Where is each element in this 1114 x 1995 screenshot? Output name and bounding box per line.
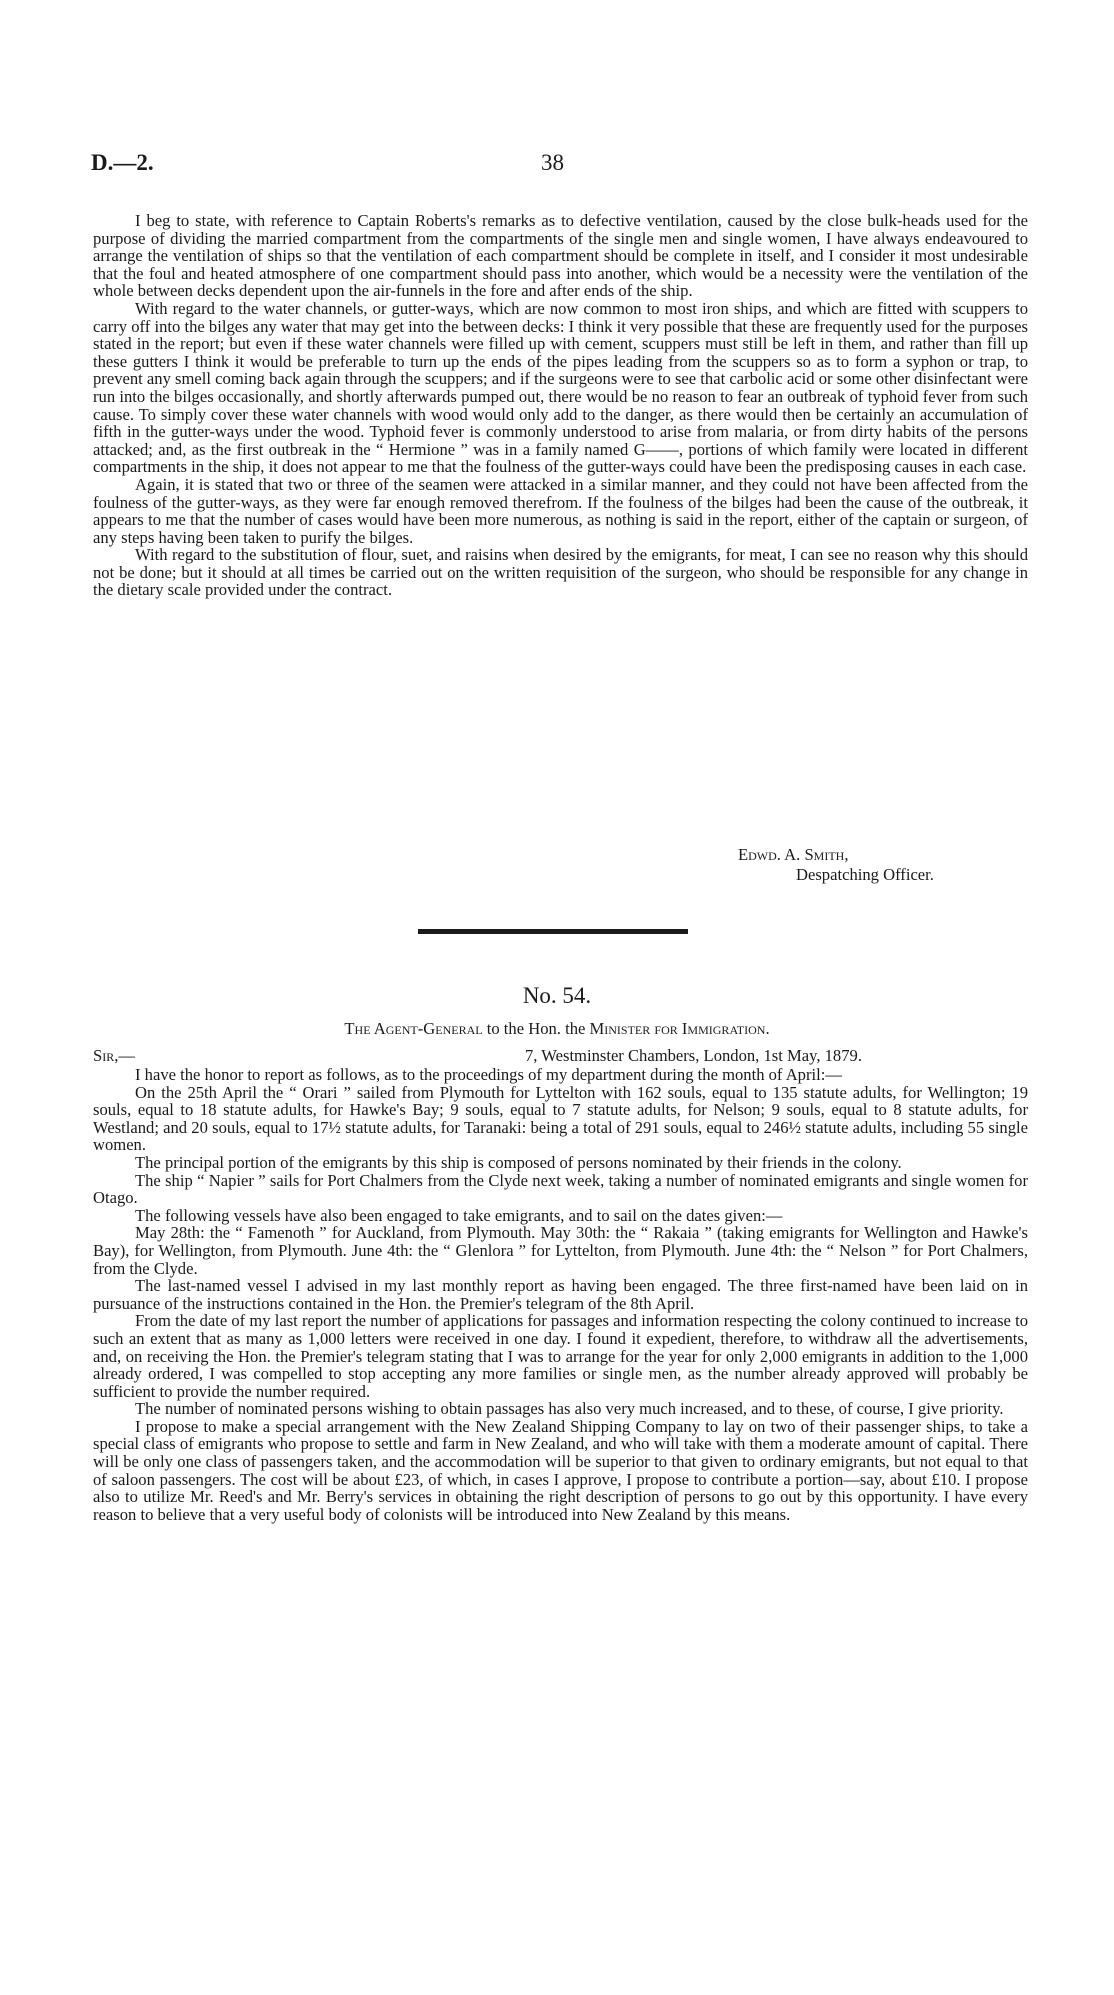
paragraph: From the date of my last report the number of applications for passages and information respecting the colony continued to increase to such an extent that as many as 1,000 letters were received in one day. I found it expedient, therefore, to withdraw all the advertisements, and, on receiving the Hon. the Premier's telegram stating that I was to arrange for the year for only 2,000 emigrants in addition to the 1,000 already ordered, I was compelled to stop accepting any more families or single men, as the number already approved will probably be sufficient to provide the number required. — [93, 1311, 1028, 1401]
paragraph: The principal portion of the emigrants by this ship is composed of persons nominated by their friends in the colony. — [135, 1152, 902, 1172]
signature-name: Edwd. A. Smith, — [738, 845, 849, 864]
page-header — [91, 150, 1026, 186]
paragraph: On the 25th April the “ Orari ” sailed from Plymouth for Lyttelton with 162 souls, equal to 135 statute adults, for Wellington; 19 souls, equal to 18 statute adults, for Hawke's Bay; 9 souls, equal to 7 statute adults, for Nelson; 9 souls, equal to 8 statute adults, for Westland; and 20 souls, equal to 17½ statute adults, for Taranaki: being a total of 291 souls, equal to 246½ statute adults, including 55 single women. — [93, 1082, 1028, 1155]
salutation: Sir,— — [93, 1046, 135, 1065]
paragraph: The ship “ Napier ” sails for Port Chalmers from the Clyde next week, taking a number of nominated emigrants and single women for Otago. — [93, 1170, 1028, 1208]
subtitle-mid: to the Hon. the — [482, 1019, 590, 1038]
letter-number: No. 54. — [522, 983, 592, 1008]
letter-subtitle — [0, 1019, 1114, 1039]
paragraph: May 28th: the “ Famenoth ” for Auckland, from Plymouth. May 30th: the “ Rakaia ” (taking emigrants for Wellington and Hawke's Bay), for Wellington, from Plymouth. June 4th: the “ Glenlora ” for Lyttelton, from Plymouth. June 4th: the “ Nelson ” for Port Chalmers, from the Clyde. — [93, 1223, 1028, 1278]
section-divider — [418, 929, 688, 934]
paragraph: With regard to the substitution of flour, suet, and raisins when desired by the emigrants, for meat, I can see no reason why this should not be done; but it should at all times be carried out on the written requisition of the surgeon, who should be responsible for any change in the dietary scale provided under the contract. — [93, 545, 1028, 600]
document-id: D.—2. — [91, 150, 154, 175]
subtitle-to: Minister for Immigration — [589, 1019, 766, 1038]
paragraph: Again, it is stated that two or three of the seamen were attacked in a similar manner, and they could not have been affected from the foulness of the gutter-ways, as they were far enough removed therefrom. If the foulness of the bilges had been the cause of the outbreak, it appears to me that the number of cases would have been more numerous, as nothing is said in the report, either of the captain or surgeon, of any steps having been taken to purify the bilges. — [93, 474, 1028, 547]
page-number: 38 — [541, 150, 564, 175]
letter-body-agent-general — [93, 1066, 1028, 1523]
subtitle-end: . — [765, 1019, 770, 1038]
paragraph: The last-named vessel I advised in my last monthly report as having been engaged. The three first-named have been laid on in pursuance of the instructions contained in the Hon. the Premier's telegram of the 8th April. — [93, 1276, 1028, 1313]
paragraph: I propose to make a special arrangement with the New Zealand Shipping Company to lay on two of their passenger ships, to take a special class of emigrants who propose to settle and farm in New Zealand, and who will take with them a moderate amount of capital. There will be only one class of passengers taken, and the accommodation will be superior to that given to ordinary emigrants, but not equal to that of saloon passengers. The cost will be about £23, of which, in cases I approve, I propose to contribute a portion—say, about £10. I propose also to utilize Mr. Reed's and Mr. Berry's services in obtaining the right description of persons to go out by this opportunity. I have every reason to believe that a very useful body of colonists will be introduced into New Zealand by this means. — [93, 1416, 1028, 1524]
paragraph: I have the honor to report as follows, as to the proceedings of my department during the month of April:— — [135, 1065, 842, 1084]
sender-address: 7, Westminster Chambers, London, 1st May, 1879. — [525, 1046, 862, 1065]
subtitle-from: The Agent-General — [344, 1019, 483, 1038]
paragraph: With regard to the water channels, or gutter-ways, which are now common to most iron ships, and which are fitted with scuppers to carry off into the bilges any water that may get into the between decks: I think it very possible that these are frequently used for the purposes stated in the report; but even if these water channels were filled up with cement, scuppers must still be left in them, and rather than fill up these gutters I think it would be preferable to turn up the ends of the pipes leading from the scuppers so as to form a syphon or trap, to prevent any smell coming back again through the scuppers; and if the surgeons were to see that carbolic acid or some other disinfectant were run into the bilges occasionally, and shortly afterwards pumped out, there would be no reason to fear an outbreak of typhoid fever from such cause. To simply cover these water channels with wood would only add to the danger, as there would then be certainly an accumulation of fifth in the gutter-ways under the wood. Typhoid fever is commonly understood to arise from malaria, or from dirty habits of the persons attacked; and, as the first outbreak in the “ Hermione ” was in a family named G——, portions of which family were located in different compartments in the ship, it does not appear to me that the foulness of the gutter-ways could have been the predisposing causes in each case. — [93, 298, 1028, 477]
paragraph: The number of nominated persons wishing to obtain passages has also very much increased, and to these, of course, I give priority. — [135, 1399, 1004, 1419]
paragraph: The following vessels have also been engaged to take emigrants, and to sail on the dates given:— — [135, 1205, 783, 1225]
paragraph: I beg to state, with reference to Captain Roberts's remarks as to defective ventilation, caused by the close bulk-heads used for the purpose of dividing the married compartment from the compartments of the single men and single women, I have always endeavoured to arrange the ventilation of ships so that the ventilation of each compartment should be complete in itself, and I consider it most undesirable that the foul and heated atmosphere of one compartment should pass into another, which would be a necessity were the ventilation of the whole between decks dependent upon the air-funnels in the fore and after ends of the ship. — [93, 211, 1028, 301]
signature-title: Despatching Officer. — [796, 865, 934, 884]
letter-body-smith — [93, 212, 1028, 599]
